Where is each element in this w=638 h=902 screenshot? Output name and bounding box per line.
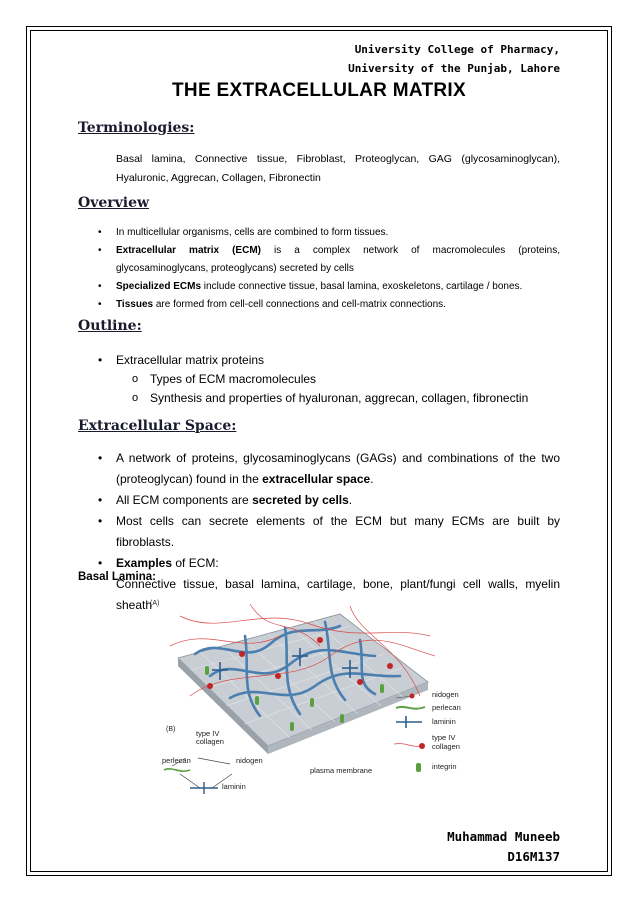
- plasma-membrane-label: plasma membrane: [310, 766, 373, 775]
- outline-sublist: [150, 370, 528, 408]
- outline-subitem: o Types of ECM macromolecules: [150, 370, 528, 389]
- overview-item: • In multicellular organisms, cells are combined to form tissues.: [116, 224, 560, 242]
- legend-laminin: laminin: [432, 717, 456, 726]
- figure-panel-a-label: (A): [150, 600, 160, 607]
- basal-lamina-illustration: [150, 596, 440, 796]
- legend-nidogen: nidogen: [432, 690, 459, 699]
- legend-perlecan: perlecan: [432, 703, 461, 712]
- panel-b-perlecan: perlecan: [162, 756, 191, 765]
- extracellular-space-heading: Extracellular Space:: [78, 418, 237, 434]
- author-name: Muhammad Muneeb: [447, 829, 560, 844]
- author-id: D16M137: [507, 849, 560, 864]
- extracellular-space-list: [116, 448, 560, 616]
- overview-item: • Extracellular matrix (ECM) is a complex network of macromolecules (proteins, glycosaminoglycans, proteoglycans) secreted by cells: [116, 242, 560, 278]
- legend-integrin: integrin: [432, 762, 457, 771]
- space-item: • Examples of ECM: Connective tissue, basal lamina, cartilage, bone, plant/fungi cell walls, myelin sheath: [116, 553, 560, 616]
- basal-lamina-label: Basal Lamina:: [78, 571, 156, 583]
- document-title: THE EXTRACELLULAR MATRIX: [172, 80, 466, 101]
- affiliation: [348, 40, 560, 78]
- outline-heading: Outline:: [78, 318, 142, 334]
- space-item: • All ECM components are secreted by cells.: [116, 490, 560, 511]
- outline-item: • Extracellular matrix proteins: [116, 350, 560, 371]
- affiliation-line-2: University of the Punjab, Lahore: [348, 62, 560, 75]
- overview-item: • Tissues are formed from cell-cell connections and cell-matrix connections.: [116, 296, 560, 314]
- basal-lamina-figure: [150, 596, 461, 796]
- terminologies-heading: Terminologies:: [78, 120, 195, 136]
- author-block: [447, 827, 560, 867]
- outline-subitem: o Synthesis and properties of hyaluronan, aggrecan, collagen, fibronectin: [150, 389, 528, 408]
- outline-list: [116, 350, 560, 371]
- panel-b-type-iv-collagen: type IV collagen: [196, 729, 224, 746]
- overview-list: [116, 224, 560, 314]
- overview-heading: Overview: [78, 195, 150, 211]
- space-item: • Most cells can secrete elements of the ECM but many ECMs are built by fibroblasts.: [116, 511, 560, 553]
- space-item: • A network of proteins, glycosaminoglycans (GAGs) and combinations of the two (proteoglycan) found in the extracellular space.: [116, 448, 560, 490]
- terminologies-text: Basal lamina, Connective tissue, Fibroblast, Proteoglycan, GAG (glycosaminoglycan), Hyaluronic, Aggrecan, Collagen, Fibronectin: [116, 153, 560, 184]
- panel-b-laminin: laminin: [222, 782, 246, 791]
- overview-item: • Specialized ECMs include connective tissue, basal lamina, exoskeletons, cartilage / bones.: [116, 278, 560, 296]
- legend-type-iv-collagen: type IV collagen: [432, 733, 460, 751]
- panel-b-nidogen: nidogen: [236, 756, 263, 765]
- affiliation-line-1: University College of Pharmacy,: [354, 43, 560, 56]
- figure-panel-b-label: (B): [166, 726, 176, 733]
